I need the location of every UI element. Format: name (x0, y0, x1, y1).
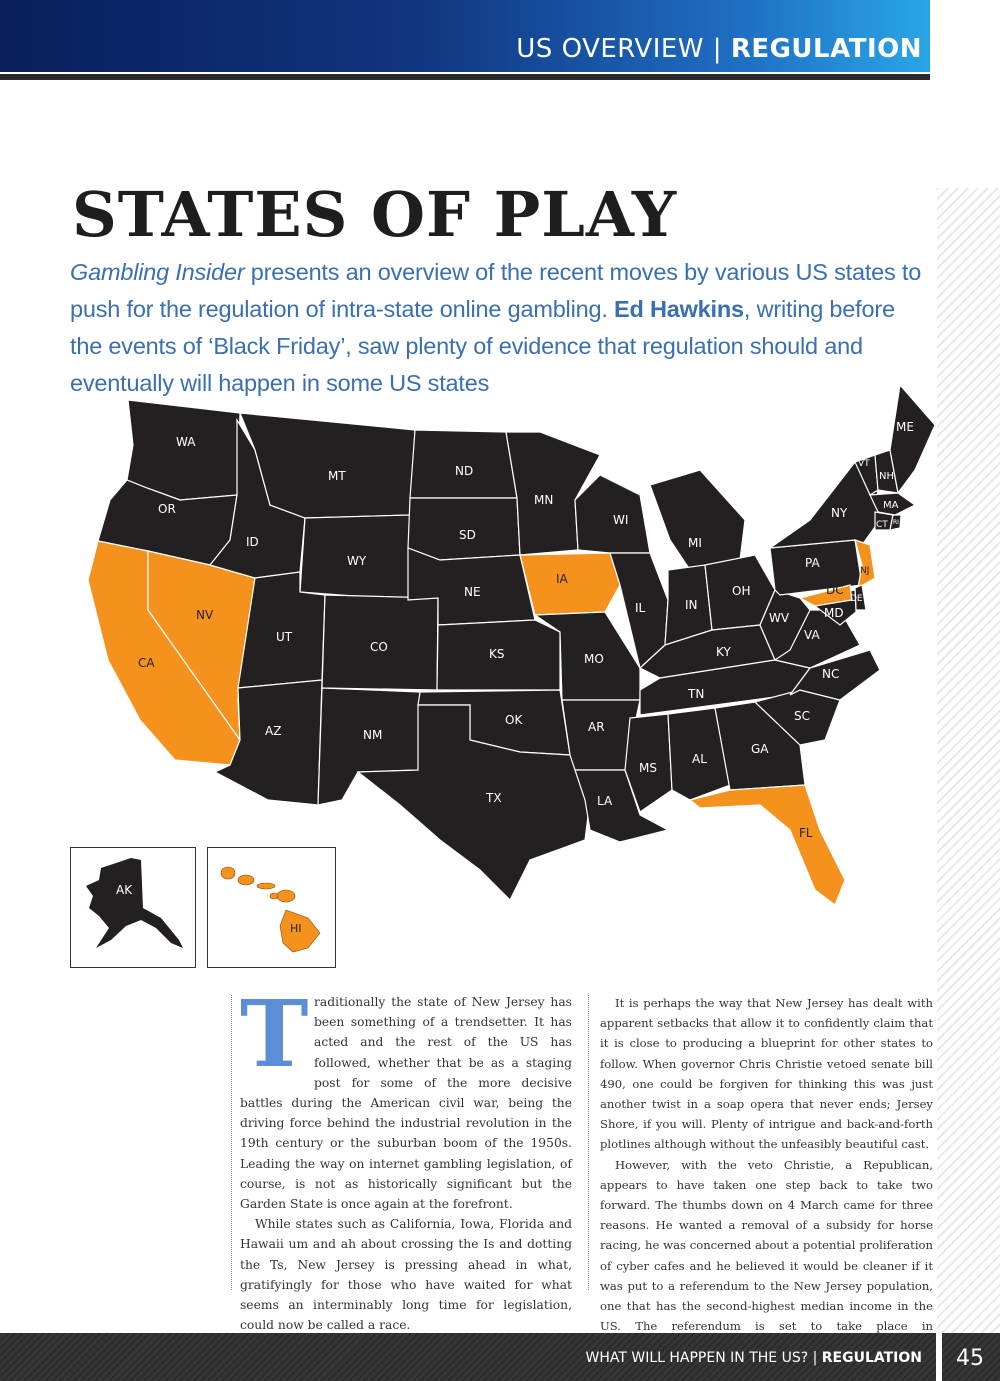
label-co: CO (370, 640, 388, 654)
standfirst-author: Ed Hawkins (614, 296, 744, 322)
label-ne: NE (464, 585, 481, 599)
section-title-light: US OVERVIEW | (516, 34, 731, 64)
label-id: ID (246, 535, 259, 549)
island-kauai (221, 867, 235, 879)
label-vt: VT (858, 459, 870, 469)
label-ma: MA (883, 500, 899, 511)
label-il: IL (635, 601, 646, 615)
state-mi (650, 470, 745, 570)
label-me: ME (896, 420, 914, 434)
label-or: OR (158, 502, 176, 516)
label-ia: IA (556, 572, 568, 586)
label-az: AZ (265, 724, 282, 738)
side-stripes (937, 188, 1000, 1333)
alaska-map (71, 848, 195, 967)
label-ks: KS (489, 647, 505, 661)
article-paragraph-4-text: However, with the veto Christie, a Republican, appears to have taken one step back to take two forward. The thumbs down on 4 March came for three reasons. He wanted a removal of a subsidy for horse racing, he was concerned about a potential proliferation of cyber cafes and he believed it would be cleaner if it was put to a referendum to the New Jersey population, one that has the second-highest median income in the US. The referendum is set to take place in (600, 1157, 933, 1334)
label-mt: MT (328, 469, 346, 483)
label-pa: PA (805, 556, 820, 570)
label-nh: NH (879, 471, 894, 482)
page-number: 45 (956, 1346, 984, 1371)
label-la: LA (597, 794, 613, 808)
standfirst-publication: Gambling Insider (70, 259, 245, 285)
label-tn: TN (688, 687, 705, 701)
label-wi: WI (613, 513, 629, 527)
label-ms: MS (639, 761, 657, 775)
label-in: IN (685, 598, 698, 612)
label-oh: OH (732, 584, 751, 598)
label-mn: MN (534, 493, 554, 507)
article-paragraph-1-text: raditionally the state of New Jersey has been something of a trendsetter. It has acted and the rest of the US has followed, whether that be as a staging post for some of the more decisive battles during the American civil war, being the driving force behind the industrial revolution in the 19th century or the suburban boom of the 1950s. Leading the way on internet gambling legislation, of course, is not as historically significant but the Garden State is once again at the forefront. (240, 995, 572, 1212)
island-oahu (238, 875, 254, 885)
state-fl (690, 785, 845, 905)
headline: STATES OF PLAY (72, 178, 678, 251)
label-wy: WY (347, 554, 367, 568)
article-paragraph-4 (600, 1155, 933, 1357)
hawaii-inset (207, 847, 336, 968)
label-ga: GA (751, 742, 769, 756)
alaska-inset (70, 847, 196, 968)
label-ok: OK (505, 713, 523, 727)
standfirst-text2: , writing before the events of ‘Black Friday’, saw plenty of evidence that regulation should and eventually will happen in some US states (70, 296, 895, 396)
article-paragraph-1 (240, 980, 572, 1214)
footer-text-light: WHAT WILL HAPPEN IN THE US? | (585, 1350, 822, 1366)
label-tx: TX (486, 791, 502, 805)
label-dc: DC (826, 583, 844, 597)
label-ca: CA (138, 656, 155, 670)
article-column-1 (240, 980, 572, 1335)
label-mi: MI (688, 536, 702, 550)
label-nj: NJ (860, 566, 870, 576)
hawaii-map (208, 848, 335, 967)
label-nc: NC (822, 667, 840, 681)
label-hi: HI (290, 922, 302, 935)
label-de: DE (850, 594, 863, 604)
label-wa: WA (176, 435, 196, 449)
footer-text-bold: REGULATION (821, 1350, 922, 1366)
standfirst (70, 254, 930, 402)
column-rule-right (588, 995, 589, 1290)
section-title (516, 34, 922, 64)
label-nm: NM (363, 728, 383, 742)
article-column-2 (600, 993, 933, 1357)
dropcap: T (240, 980, 309, 1088)
label-ak: AK (116, 883, 133, 897)
label-ct: CT (876, 520, 888, 530)
label-ri: RI (893, 519, 899, 526)
label-sd: SD (459, 528, 476, 542)
island-molokai (257, 883, 275, 889)
label-ny: NY (831, 506, 848, 520)
island-maui (277, 890, 295, 902)
label-al: AL (692, 752, 707, 766)
island-lanai (270, 893, 278, 899)
column-rule-left (231, 995, 232, 1290)
label-ky: KY (716, 645, 731, 659)
label-wv: WV (769, 611, 790, 625)
article-paragraph-2: While states such as California, Iowa, Florida and Hawaii um and ah about crossing the Is and dotting the Ts, New Jersey is pressing ahead in what, gratifyingly for those who have waited for what seems an interminably long time for legislation, could now be called a race. (240, 1217, 572, 1333)
footer-section-title (586, 1350, 923, 1366)
article-paragraph-3: It is perhaps the way that New Jersey has dealt with apparent setbacks that allow it to confidently claim that it is close to producing a blueprint for other states to follow. When governor Chris Christie vetoed senate bill 490, one could be forgiven for thinking this was just another twist in a soap opera that never ends; Jersey Shore, if you will. Plenty of intrigue and back-and-forth plotlines although without the unfeasibly beautiful cast. (600, 996, 933, 1152)
label-fl: FL (799, 826, 813, 840)
label-va: VA (804, 628, 820, 642)
label-md: MD (824, 606, 844, 620)
section-title-bold: REGULATION (730, 34, 922, 64)
header-rule (0, 74, 930, 80)
label-nd: ND (455, 464, 474, 478)
state-me (890, 385, 935, 493)
footer-divider (936, 1333, 942, 1381)
label-nv: NV (196, 608, 214, 622)
standfirst-text1: presents an overview of the recent moves by various US states to push for the regulation of intra-state online gambling. (70, 259, 922, 322)
state-wa (127, 400, 240, 500)
label-ut: UT (276, 630, 293, 644)
label-mo: MO (584, 652, 604, 666)
state-ia (520, 553, 620, 615)
state-ak (86, 858, 183, 948)
label-ar: AR (588, 720, 605, 734)
label-sc: SC (794, 709, 810, 723)
